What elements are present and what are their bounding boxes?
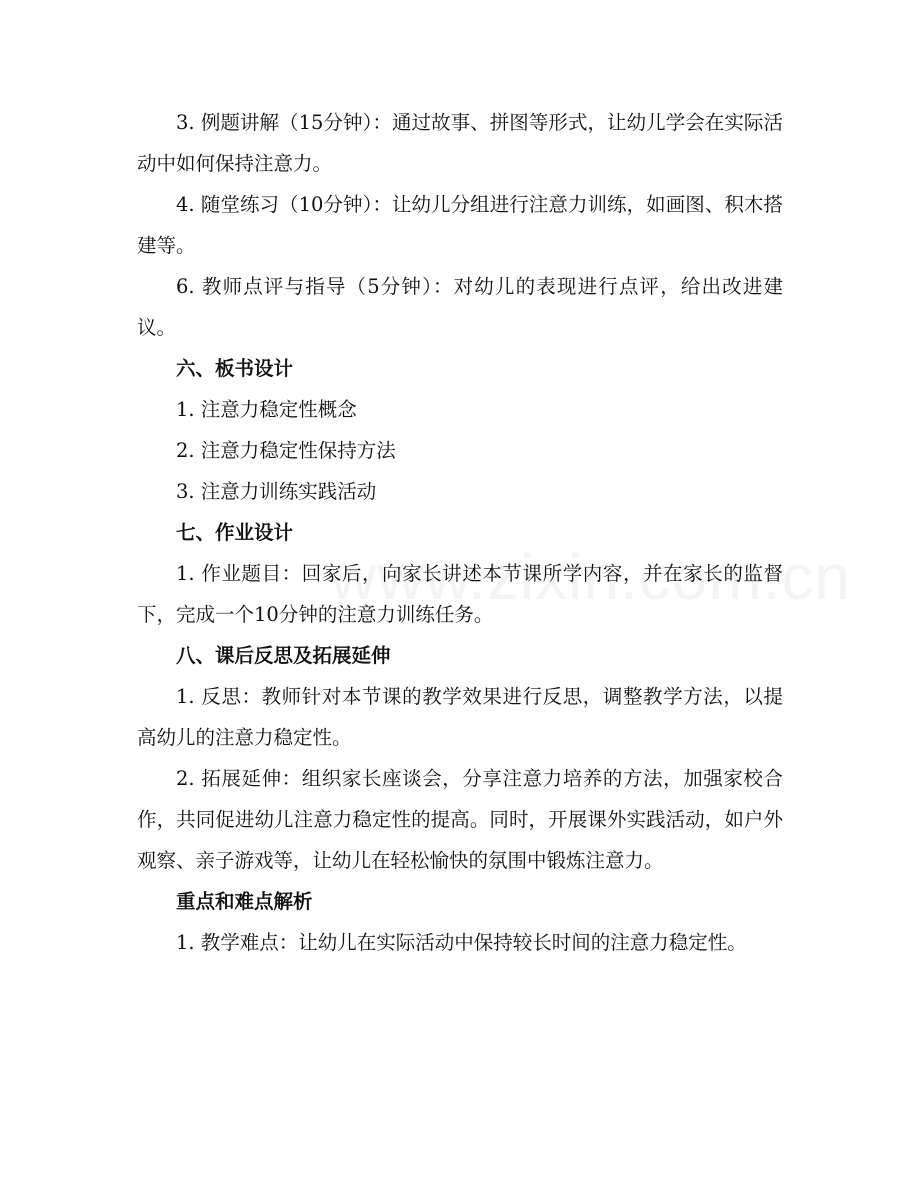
- paragraph-reflection: 1. 反思：教师针对本节课的教学效果进行反思，调整教学方法，以提高幼儿的注意力稳定性。: [137, 685, 783, 749]
- paragraph-classroom-practice: 4. 随堂练习（10分钟）：让幼儿分组进行注意力训练，如画图、积木搭建等。: [137, 193, 783, 257]
- paragraph-example-explanation: 3. 例题讲解（15分钟）：通过故事、拼图等形式，让幼儿学会在实际活动中如何保持注意力。: [137, 111, 783, 175]
- paragraph-extension: 2. 拓展延伸：组织家长座谈会，分享注意力培养的方法，加强家校合作，共同促进幼儿注意力稳定性的提高。同时，开展课外实践活动，如户外观察、亲子游戏等，让幼儿在轻松愉快的氛围中锻炼注意力。: [137, 767, 783, 872]
- heading-homework-design: 七、作业设计: [176, 521, 294, 544]
- document-body: [137, 102, 783, 963]
- paragraph-teaching-difficulty: 1. 教学难点：让幼儿在实际活动中保持较长时间的注意力稳定性。: [176, 931, 747, 954]
- paragraph-teacher-review: 6. 教师点评与指导（5分钟）：对幼儿的表现进行点评，给出改进建议。: [137, 275, 783, 339]
- heading-key-difficult-points: 重点和难点解析: [176, 890, 313, 913]
- paragraph-homework-task: 1. 作业题目：回家后，向家长讲述本节课所学内容，并在家长的监督下，完成一个10分钟的注意力训练任务。: [137, 562, 783, 626]
- list-item-blackboard-2: 2. 注意力稳定性保持方法: [176, 439, 396, 462]
- heading-reflection-extension: 八、课后反思及拓展延伸: [176, 644, 391, 667]
- heading-blackboard-design: 六、板书设计: [176, 357, 294, 380]
- list-item-blackboard-1: 1. 注意力稳定性概念: [176, 398, 357, 421]
- list-item-blackboard-3: 3. 注意力训练实践活动: [176, 480, 377, 503]
